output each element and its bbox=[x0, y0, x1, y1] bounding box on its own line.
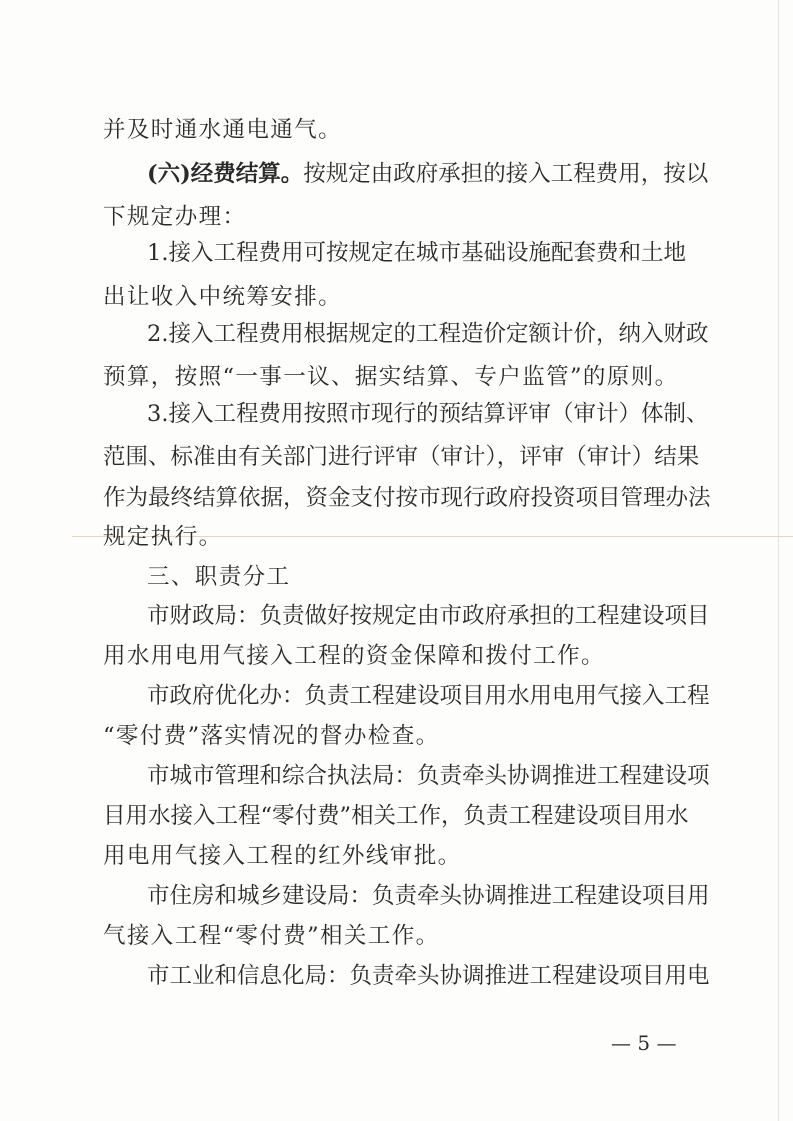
text-line: 范围、标准由有关部门进行评审（审计），评审（审计）结果 bbox=[103, 444, 700, 470]
page-edge bbox=[778, 0, 779, 1121]
text-line: 作为最终结算依据，资金支付按市现行政府投资项目管理办法 bbox=[103, 485, 711, 511]
text-line: 3.接入工程费用按照市现行的预结算评审（审计）体制、 bbox=[147, 401, 709, 427]
text-line: 下规定办理： bbox=[103, 204, 247, 230]
text-line: 市住房和城乡建设局：负责牵头协调推进工程建设项目用 bbox=[147, 883, 710, 909]
section-six-line bbox=[147, 159, 709, 189]
text-line: 气接入工程“零付费”相关工作。 bbox=[103, 923, 440, 949]
page-number: — 5 — bbox=[611, 1031, 677, 1055]
text-line: 用水用电用气接入工程的资金保障和拨付工作。 bbox=[103, 643, 605, 669]
text-line: 市工业和信息化局：负责牵头协调推进工程建设项目用电 bbox=[147, 963, 710, 989]
text-line: 市政府优化办：负责工程建设项目用水用电用气接入工程 bbox=[147, 683, 710, 709]
text-line: 市城市管理和综合执法局：负责牵头协调推进工程建设项 bbox=[147, 763, 710, 789]
text-line: 1.接入工程费用可按规定在城市基础设施配套费和土地 bbox=[147, 240, 686, 266]
text-line: “零付费”落实情况的督办检查。 bbox=[103, 723, 440, 749]
text-line: 出让收入中统筹安排。 bbox=[103, 284, 343, 310]
text-line: 按规定由政府承担的接入工程费用，按以 bbox=[303, 161, 709, 187]
text-line: 用电用气接入工程的红外线审批。 bbox=[103, 843, 462, 869]
text-line: 目用水接入工程“零付费”相关工作，负责工程建设项目用水 bbox=[103, 803, 689, 829]
text-line: 规定执行。 bbox=[103, 524, 223, 550]
text-line: 市财政局：负责做好按规定由市政府承担的工程建设项目 bbox=[147, 603, 710, 629]
text-line: 2.接入工程费用根据规定的工程造价定额计价，纳入财政 bbox=[147, 321, 709, 347]
section-six-heading: (六)经费结算。 bbox=[147, 161, 304, 187]
section-heading: 三、职责分工 bbox=[147, 564, 291, 590]
text-line: 预算，按照“一事一议、据实结算、专户监管”的原则。 bbox=[103, 364, 679, 390]
text-line: 并及时通水通电通气。 bbox=[103, 117, 343, 143]
